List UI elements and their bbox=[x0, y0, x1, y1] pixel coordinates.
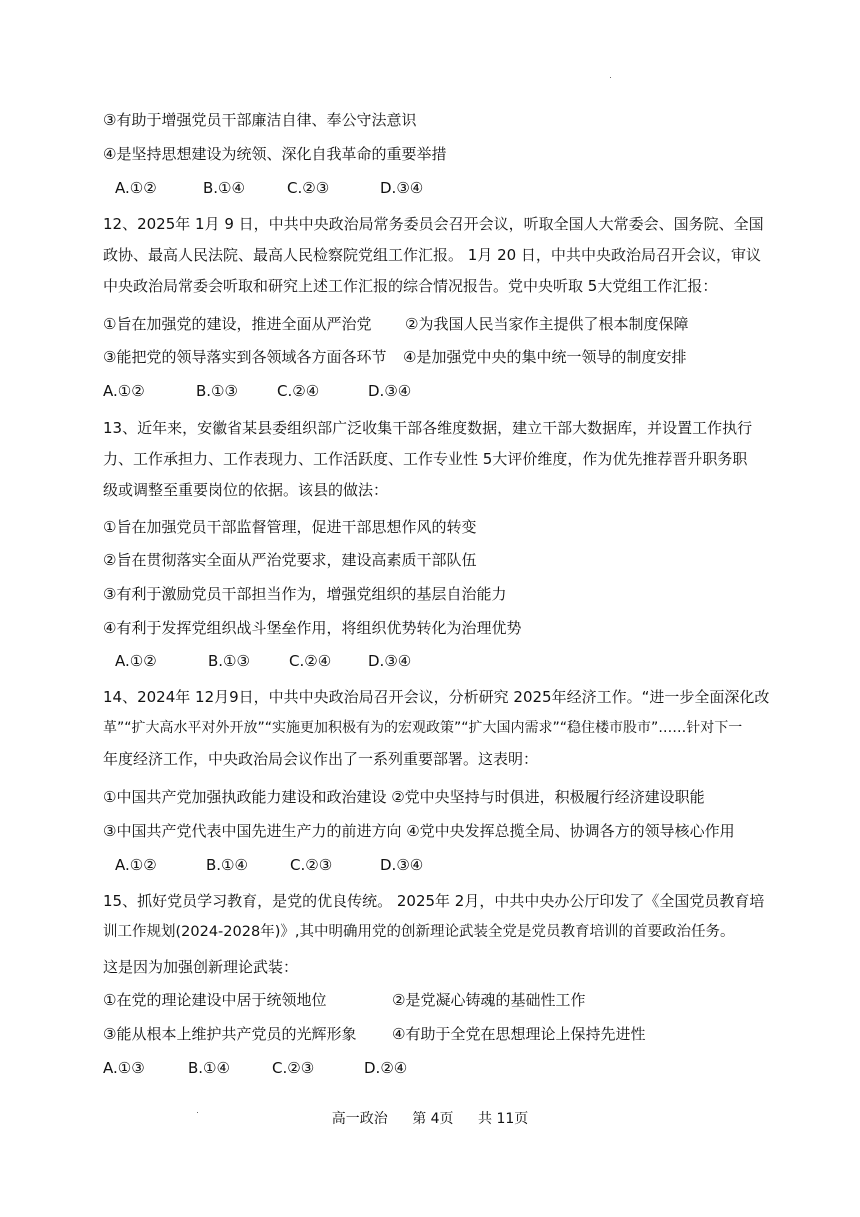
q12-stem-line-3: 中央政治局常委会听取和研究上述工作汇报的综合情况报告。党中央听取 5大党组工作汇报： bbox=[103, 277, 718, 295]
choice-a: A.①② bbox=[115, 856, 157, 874]
q12-stem-line-2: 政协、最高人民法院、最高人民检察院党组工作汇报。 1月 20 日，中共中央政治局召开会议，审议 bbox=[103, 246, 761, 264]
choice-d: D.③④ bbox=[368, 652, 412, 670]
choice-b: B.①③ bbox=[196, 382, 238, 400]
q15-option-2: ②是党凝心铸魂的基础性工作 bbox=[392, 991, 586, 1009]
choice-c: C.②④ bbox=[289, 652, 332, 670]
choice-a: A.①② bbox=[115, 179, 157, 197]
choice-b: B.①④ bbox=[188, 1059, 230, 1077]
choice-a: A.①② bbox=[103, 382, 145, 400]
q13-option-4: ④有利于发挥党组织战斗堡垒作用，将组织优势转化为治理优势 bbox=[103, 619, 522, 637]
q13-option-2: ②旨在贯彻落实全面从严治党要求，建设高素质干部队伍 bbox=[103, 551, 477, 569]
choice-d: D.③④ bbox=[380, 179, 424, 197]
choice-c: C.②④ bbox=[277, 382, 320, 400]
footer-page-total: 共 11页 bbox=[478, 1111, 529, 1127]
choice-c: C.②③ bbox=[290, 856, 333, 874]
q13-option-3: ③有利于激励党员干部担当作为，增强党组织的基层自治能力 bbox=[103, 585, 507, 603]
q13-stem-line-1: 13、近年来，安徽省某县委组织部广泛收集干部各维度数据，建立干部大数据库，并设置工作执行 bbox=[103, 419, 753, 437]
q15-stem-line-3: 这是因为加强创新理论武装： bbox=[103, 958, 299, 976]
q14-options-3-4: ③中国共产党代表中国先进生产力的前进方向 ④党中央发挥总揽全局、协调各方的领导核心作用 bbox=[103, 822, 735, 840]
q11-option-4: ④是坚持思想建设为统领、深化自我革命的重要举措 bbox=[103, 145, 447, 163]
q15-stem-line-1: 15、抓好党员学习教育，是党的优良传统。 2025年 2月，中共中央办公厅印发了《全国党员教育培 bbox=[103, 892, 765, 910]
q15-option-1: ①在党的理论建设中居于统领地位 bbox=[103, 991, 327, 1009]
q13-option-1: ①旨在加强党员干部监督管理，促进干部思想作风的转变 bbox=[103, 518, 477, 536]
choice-d: D.③④ bbox=[380, 856, 424, 874]
choice-b: B.①③ bbox=[208, 652, 250, 670]
q12-option-2: ②为我国人民当家作主提供了根本制度保障 bbox=[405, 315, 689, 333]
q15-option-4: ④有助于全党在思想理论上保持先进性 bbox=[392, 1025, 646, 1043]
q14-stem-line-2: 革”“扩大高水平对外开放”“实施更加积极有为的宏观政策”“扩大国内需求”“稳住楼市股市”……针对下一 bbox=[103, 720, 743, 736]
q14-options-1-2: ①中国共产党加强执政能力建设和政治建设 ②党中央坚持与时俱进，积极履行经济建设职能 bbox=[103, 788, 705, 806]
choice-b: B.①④ bbox=[206, 856, 248, 874]
q11-option-3: ③有助于增强党员干部廉洁自律、奉公守法意识 bbox=[103, 111, 417, 129]
footer-page-number: 第 4页 bbox=[412, 1111, 454, 1127]
page-footer bbox=[0, 1110, 860, 1128]
q13-stem-line-3: 级或调整至重要岗位的依据。该县的做法： bbox=[103, 481, 389, 499]
q14-stem-line-3: 年度经济工作，中央政治局会议作出了一系列重要部署。这表明： bbox=[103, 750, 539, 768]
footer-subject: 高一政治 bbox=[331, 1111, 388, 1127]
q15-stem-line-2: 训工作规划(2024-2028年)》,其中明确用党的创新理论武装全党是党员教育培训的首要政治任务。 bbox=[103, 924, 735, 940]
scan-speck bbox=[610, 77, 611, 78]
choice-b: B.①④ bbox=[203, 179, 245, 197]
q12-stem-line-1: 12、2025年 1月 9 日，中共中央政治局常务委员会召开会议，听取全国人大常委会、国务院、全国 bbox=[103, 215, 764, 233]
choice-c: C.②③ bbox=[287, 179, 330, 197]
choice-a: A.①② bbox=[115, 652, 157, 670]
q12-option-3: ③能把党的领导落实到各领域各方面各环节 bbox=[103, 348, 387, 366]
q12-option-4: ④是加强党中央的集中统一领导的制度安排 bbox=[403, 348, 687, 366]
q12-option-1: ①旨在加强党的建设，推进全面从严治党 bbox=[103, 315, 372, 333]
q13-stem-line-2: 力、工作承担力、工作表现力、工作活跃度、工作专业性 5大评价维度，作为优先推荐晋升职务职 bbox=[103, 450, 748, 468]
choice-d: D.③④ bbox=[368, 382, 412, 400]
choice-c: C.②③ bbox=[272, 1059, 315, 1077]
q15-option-3: ③能从根本上维护共产党员的光辉形象 bbox=[103, 1025, 357, 1043]
choice-a: A.①③ bbox=[103, 1059, 145, 1077]
choice-d: D.②④ bbox=[364, 1059, 408, 1077]
q14-stem-line-1: 14、2024年 12月9日，中共中央政治局召开会议，分析研究 2025年经济工作。“进一步全面深化改 bbox=[103, 688, 770, 706]
